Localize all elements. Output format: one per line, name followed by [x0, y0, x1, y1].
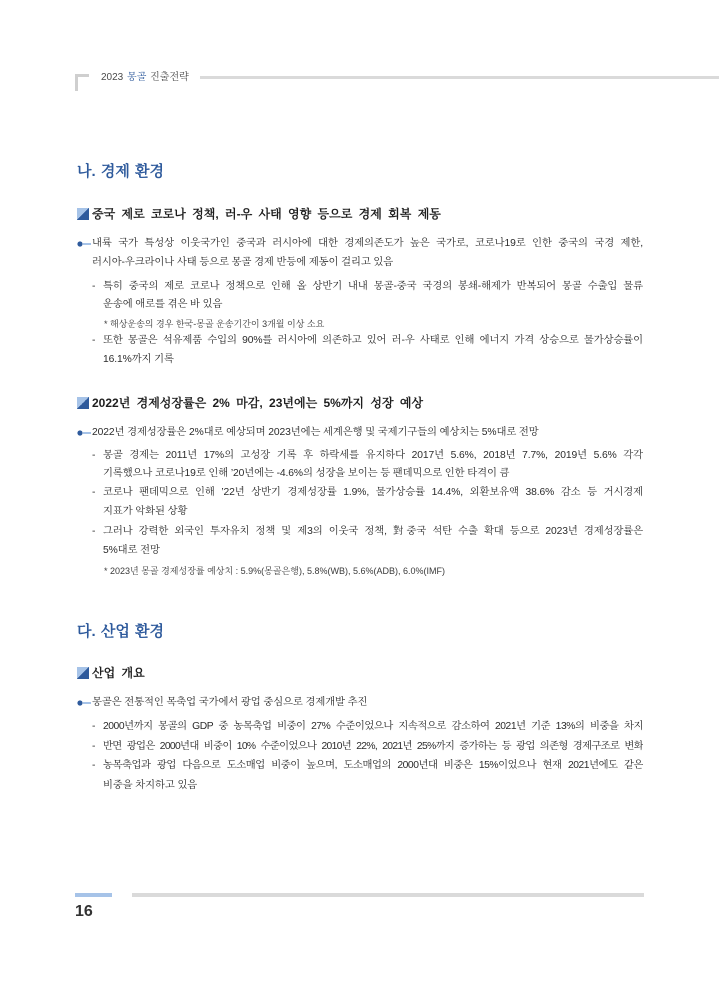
header-title: 진출전략: [150, 72, 189, 83]
dot-dash-bullet-icon: [77, 430, 91, 436]
dash-marker: -: [92, 760, 96, 771]
bullet-text-line: 러시아-우크라이나 사태 등으로 몽골 경제 반등에 제동이 걸리고 있음: [92, 257, 394, 268]
dash-item-line: 농목축업과 광업 다음으로 도소매업 비중이 높으며, 도소매업의 2000년대 비중은 15%이었으나 현재 2021년에도 같은: [103, 760, 643, 771]
split-square-icon: [77, 397, 89, 409]
running-header: [101, 71, 189, 85]
bullet-text-line: 내륙 국가 특성상 이웃국가인 중국과 러시아에 대한 경제의존도가 높은 국가로, 코로나19로 인한 중국의 국경 제한,: [92, 238, 643, 249]
header-country: 몽골: [127, 72, 147, 83]
topic-heading: 2022년 경제성장률은 2% 마감, 23년에는 5%까지 성장 예상: [92, 396, 424, 410]
dash-item-line: 비중을 차지하고 있음: [103, 780, 198, 791]
topic-heading: 중국 제로 코로나 정책, 러-우 사태 영향 등으로 경제 회복 제동: [92, 207, 441, 221]
dot-dash-bullet-icon: [77, 241, 91, 247]
dash-marker: -: [92, 526, 96, 537]
dash-item-line: 또한 몽골은 석유제품 수입의 90%를 러시아에 의존하고 있어 러-우 사태로 인해 에너지 가격 상승으로 물가상승률이: [103, 335, 643, 346]
topic-heading: 산업 개요: [92, 666, 145, 680]
dash-item-line: 코로나 팬데믹으로 인해 ’22년 상반기 경제성장률 1.9%, 물가상승률 14.4%, 외환보유액 38.6% 감소 등 거시경제: [103, 487, 643, 498]
corner-bracket-icon: [75, 74, 89, 91]
dash-marker: -: [92, 450, 96, 461]
dash-item-line: 몽골 경제는 2011년 17%의 고성장 기록 후 하락세를 유지하다 2017년 5.6%, 2018년 7.7%, 2019년 5.6% 각각: [103, 450, 643, 461]
bullet-text-line: 2022년 경제성장률은 2%대로 예상되며 2023년에는 세계은행 및 국제기구들의 예상치는 5%대로 전망: [92, 427, 539, 438]
footer-accent-bar: [75, 893, 112, 897]
header-year: 2023: [101, 72, 124, 83]
bullet-text-line: 몽골은 전통적인 목축업 국가에서 광업 중심으로 경제개발 추진: [92, 697, 368, 708]
header-rule: [200, 76, 719, 79]
page-number: 16: [75, 903, 93, 920]
dash-item-line: 특히 중국의 제로 코로나 정책으로 인해 올 상반기 내내 몽골-중국 국경의 봉쇄-해제가 반복되어 몽골 수출입 물류: [103, 281, 643, 292]
dash-item-line: 2000년까지 몽골의 GDP 중 농목축업 비중이 27% 수준이었으나 지속적으로 감소하여 2021년 기준 13%의 비중을 차지: [103, 721, 643, 732]
dash-marker: -: [92, 487, 96, 498]
footer-rule: [132, 893, 644, 897]
dash-item-line: 기록했으나 코로나19로 인해 ’20년에는 -4.6%의 성장을 보이는 등 팬데믹으로 인한 타격이 큼: [103, 468, 510, 479]
dash-marker: -: [92, 335, 96, 346]
footnote-line: * 해상운송의 경우 한국-몽골 운송기간이 3개월 이상 소요: [104, 319, 325, 329]
dash-item-line: 반면 광업은 2000년대 비중이 10% 수준이었으나 2010년 22%, 2021년 25%까지 증가하는 등 광업 의존형 경제구조로 변화: [103, 741, 643, 752]
dash-marker: -: [92, 741, 96, 752]
dash-marker: -: [92, 281, 96, 292]
dash-item-line: 지표가 악화된 상황: [103, 506, 188, 517]
split-square-icon: [77, 667, 89, 679]
footnote-line: * 2023년 몽골 경제성장률 예상치 : 5.9%(몽골은행), 5.8%(WB), 5.6%(ADB), 6.0%(IMF): [104, 566, 445, 576]
dash-item-line: 그러나 강력한 외국인 투자유치 정책 및 제3의 이웃국 정책, 對중국 석탄 수출 확대 등으로 2023년 경제성장률은: [103, 526, 643, 537]
dot-dash-bullet-icon: [77, 700, 91, 706]
dash-item-line: 16.1%까지 기록: [103, 354, 174, 365]
section-heading-industry: 다. 산업 환경: [77, 623, 164, 640]
section-heading-economy: 나. 경제 환경: [77, 163, 164, 180]
split-square-icon: [77, 208, 89, 220]
dash-item-line: 운송에 애로를 겪은 바 있음: [103, 299, 223, 310]
dash-item-line: 5%대로 전망: [103, 545, 160, 556]
dash-marker: -: [92, 721, 96, 732]
